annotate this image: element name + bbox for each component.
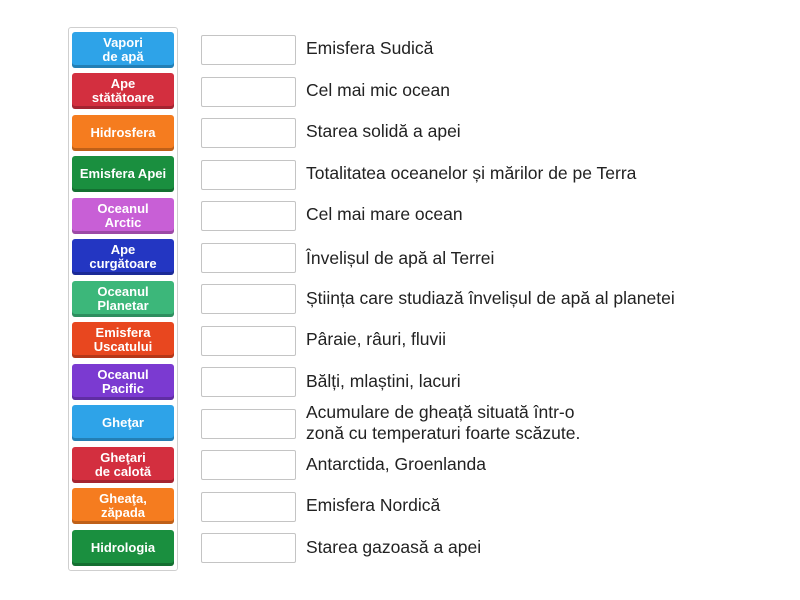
drop-slot[interactable] (201, 533, 296, 563)
drop-slot[interactable] (201, 284, 296, 314)
tile-label: Gheţari de calotă (94, 450, 152, 479)
definition-text: Acumulare de gheață situată într-o zonă cu temperaturi foarte scăzute. (306, 402, 581, 443)
definition-text: Emisfera Nordică (306, 495, 441, 515)
definition-text: Starea solidă a apei (306, 121, 461, 141)
tile[interactable] (72, 405, 174, 441)
definition-text: Emisfera Sudică (306, 38, 434, 58)
definition-text: Bălți, mlaștini, lacuri (306, 371, 461, 391)
drop-slot[interactable] (201, 201, 296, 231)
drop-slot[interactable] (201, 118, 296, 148)
tile[interactable] (72, 322, 174, 358)
drop-slot[interactable] (201, 160, 296, 190)
tile[interactable] (72, 364, 174, 400)
tile[interactable] (72, 198, 174, 234)
tile[interactable] (72, 73, 174, 109)
tile-label: Oceanul Planetar (97, 284, 149, 313)
definition-text: Starea gazoasă a apei (306, 537, 482, 557)
definition-text: Cel mai mare ocean (306, 204, 463, 224)
definition-text: Cel mai mic ocean (306, 80, 450, 100)
tile[interactable] (72, 488, 174, 524)
definition-text: Totalitatea oceanelor și mărilor de pe Terra (306, 163, 637, 183)
drop-slot[interactable] (201, 492, 296, 522)
definition-text: Știința care studiază învelișul de apă al planetei (306, 288, 675, 308)
tile[interactable] (72, 281, 174, 317)
tile[interactable] (72, 32, 174, 68)
tile-label: Ape stătătoare (91, 76, 155, 105)
tile-label: Emisfera Uscatului (93, 325, 153, 354)
drop-slot[interactable] (201, 367, 296, 397)
drop-slot[interactable] (201, 326, 296, 356)
tile[interactable] (72, 115, 174, 151)
tile-label: Vapori de apă (102, 35, 144, 64)
drop-slot[interactable] (201, 409, 296, 439)
definition-text: Învelișul de apă al Terrei (306, 248, 495, 268)
drop-slot[interactable] (201, 77, 296, 107)
tile[interactable] (72, 239, 174, 275)
tile-label: Gheaţa, zăpada (99, 491, 147, 520)
drop-slot[interactable] (201, 450, 296, 480)
tile-label: Hidrologia (90, 540, 156, 555)
tile[interactable] (72, 156, 174, 192)
tile-label: Gheţar (102, 415, 144, 430)
tile[interactable] (72, 447, 174, 483)
tile-label: Oceanul Pacific (97, 367, 149, 396)
tile-label: Ape curgătoare (89, 242, 157, 271)
tile-label: Hidrosfera (90, 125, 156, 140)
definition-text: Antarctida, Groenlanda (306, 454, 486, 474)
drop-slot[interactable] (201, 243, 296, 273)
drop-slot[interactable] (201, 35, 296, 65)
tile-label: Oceanul Arctic (97, 201, 149, 230)
tile-label: Emisfera Apei (79, 166, 167, 181)
tile[interactable] (72, 530, 174, 566)
definition-text: Pâraie, râuri, fluvii (306, 329, 447, 349)
